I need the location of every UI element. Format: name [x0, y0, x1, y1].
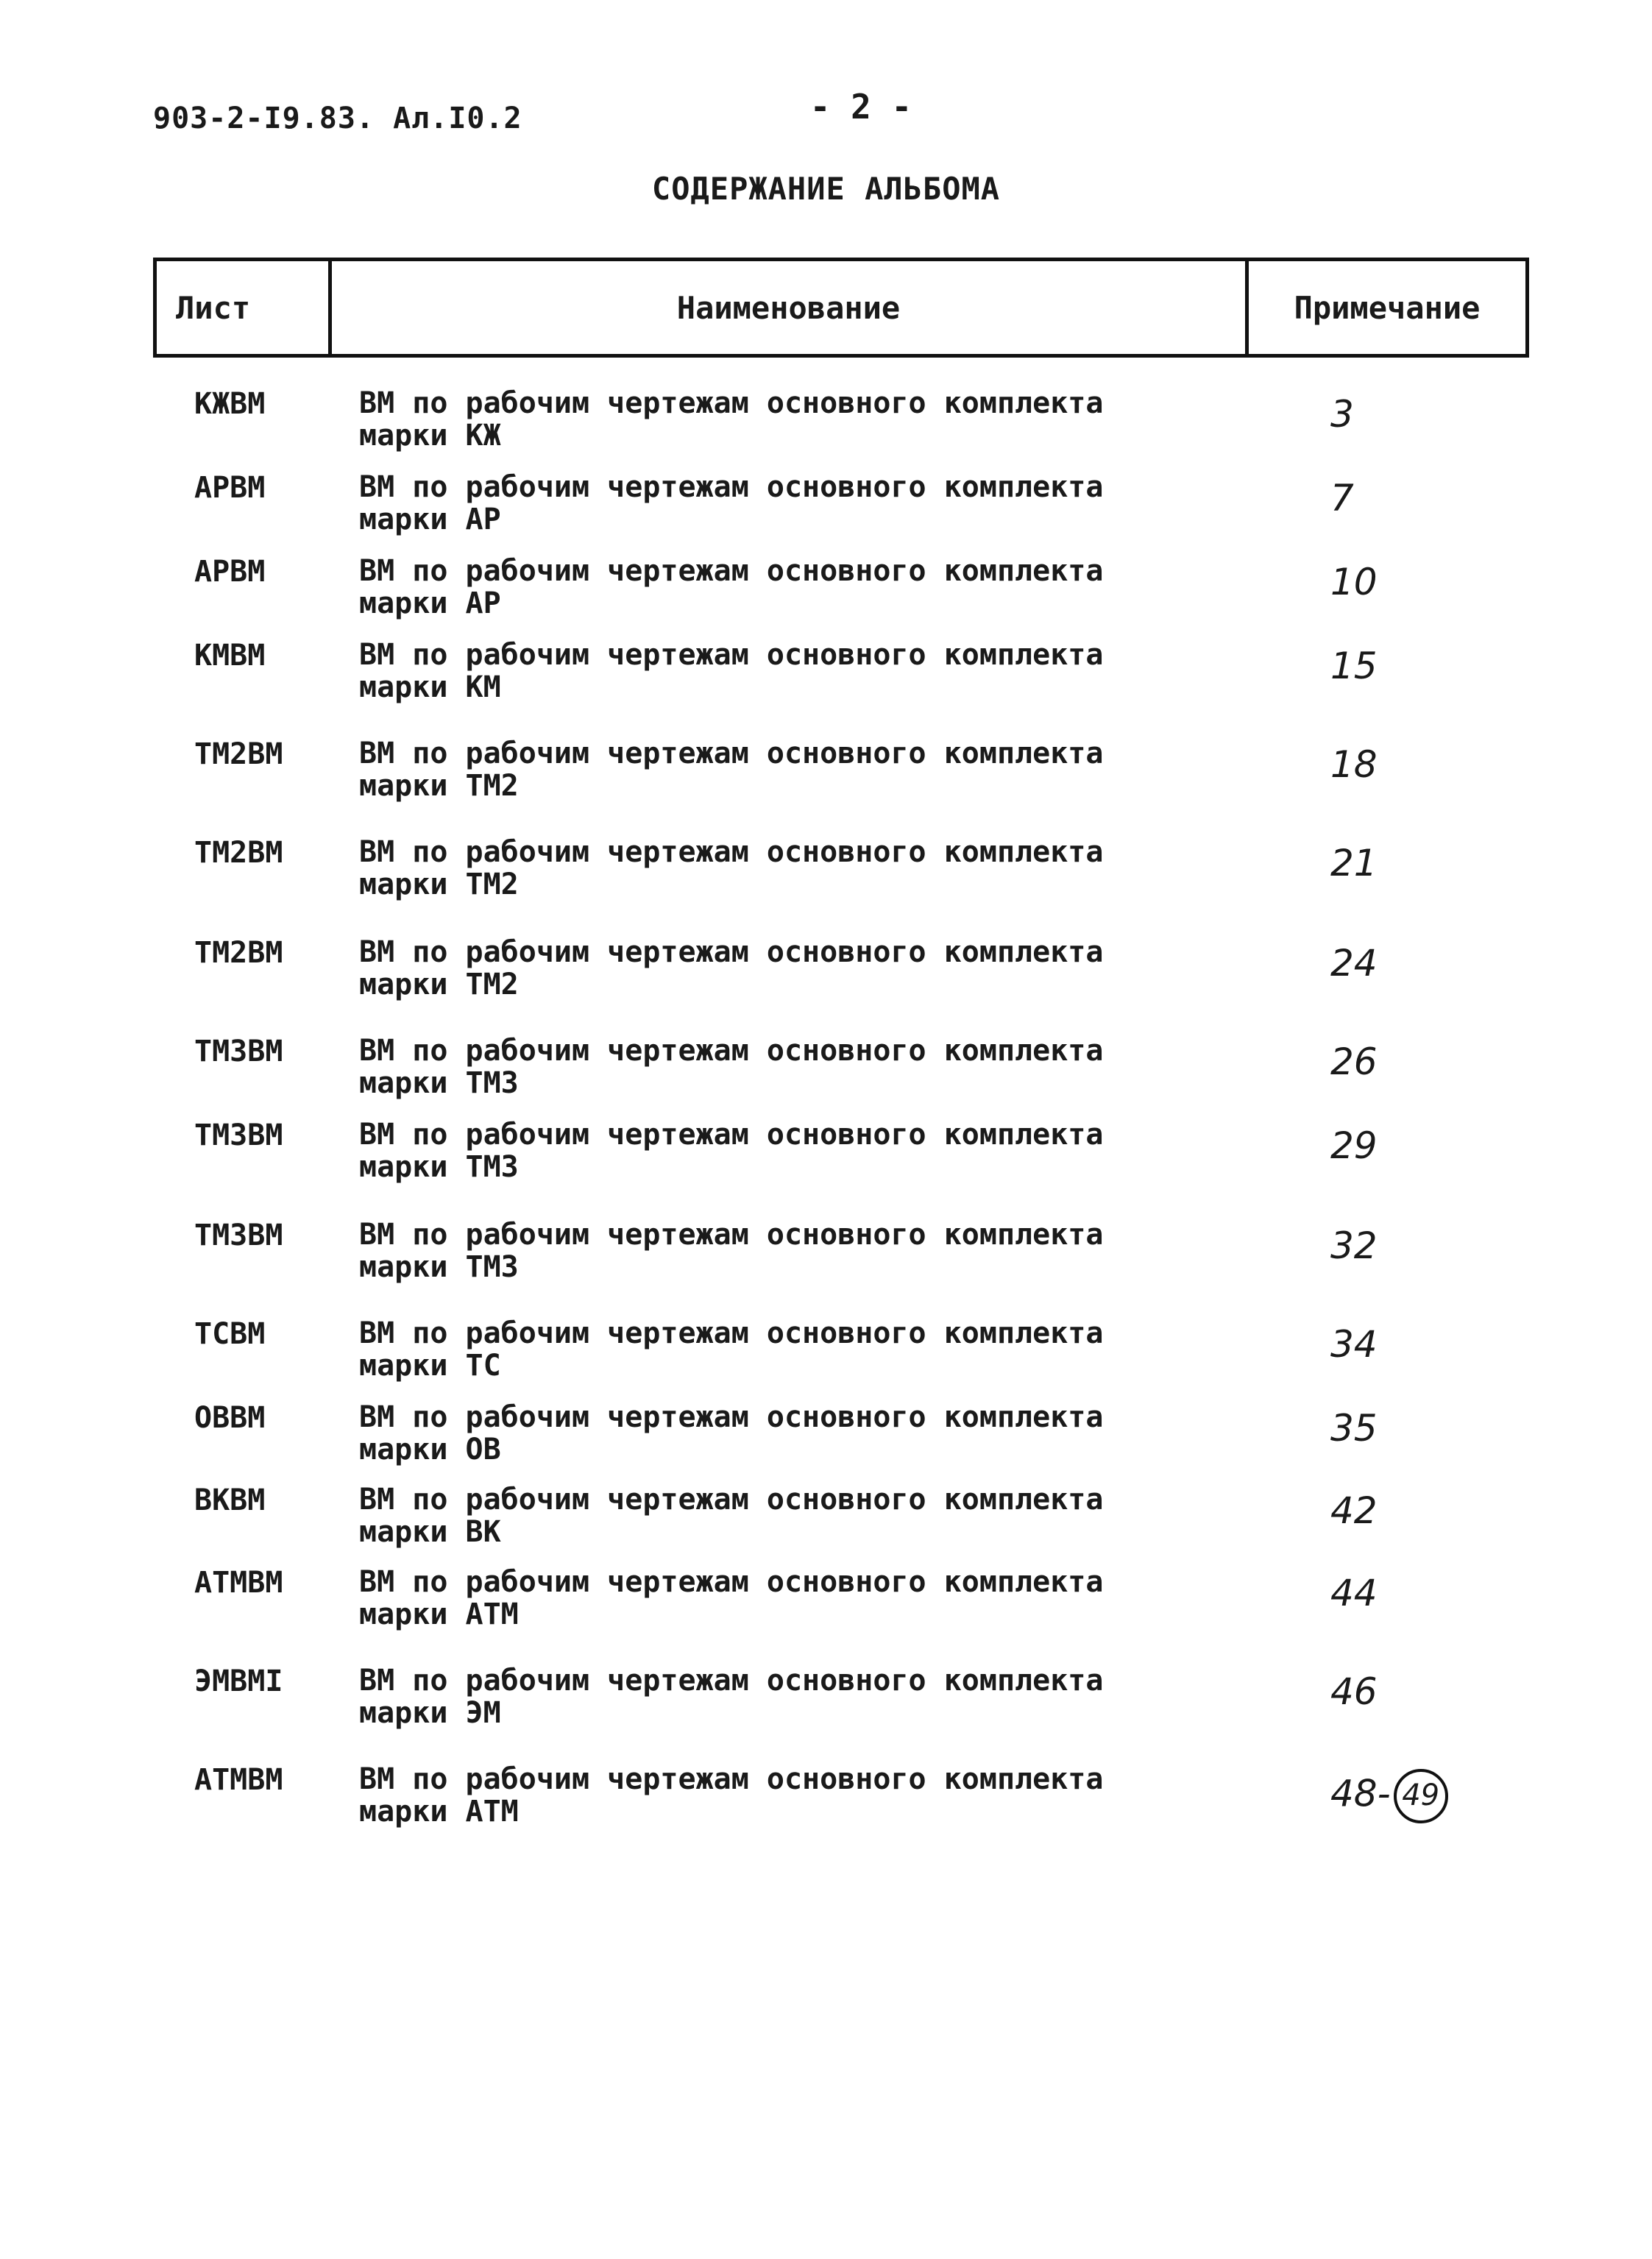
row-page-number: 24: [1330, 942, 1378, 985]
row-description-line: ВМ по рабочим чертежам основного комплекта: [359, 1316, 1104, 1350]
circled-page-number: 49: [1394, 1769, 1448, 1823]
table-row: [153, 1401, 1529, 1482]
table-row: [153, 1664, 1529, 1745]
row-description: [359, 555, 1242, 620]
row-description-line: марки АТМ: [359, 1597, 519, 1631]
page-range-start: 48-: [1330, 1772, 1391, 1815]
row-description-line: марки АР: [359, 586, 501, 620]
row-description-line: ВМ по рабочим чертежам основного комплекта: [359, 1762, 1104, 1796]
row-sheet-code: ТМ2ВМ: [194, 836, 283, 870]
table-row: [153, 1219, 1529, 1299]
table-row: [153, 936, 1529, 1017]
row-sheet-code: ЭМВМI: [194, 1664, 283, 1698]
row-description-line: ВМ по рабочим чертежам основного комплекта: [359, 470, 1104, 504]
row-description-line: марки КМ: [359, 670, 501, 704]
row-sheet-code: КЖВМ: [194, 387, 266, 421]
row-description: [359, 936, 1242, 1001]
document-code: 903-2-I9.83. Ал.I0.2: [153, 102, 522, 135]
row-page-number: 34: [1330, 1323, 1378, 1366]
row-page-number: 10: [1330, 561, 1378, 603]
table-row: [153, 471, 1529, 552]
row-description-line: марки ВК: [359, 1515, 501, 1549]
column-header-name: Наименование: [332, 261, 1249, 354]
column-header-sheet: Лист: [157, 261, 332, 354]
row-sheet-code: ТМЗВМ: [194, 1219, 283, 1252]
table-row: [153, 1317, 1529, 1398]
row-description-line: марки ТМ2: [359, 968, 519, 1001]
row-description-line: марки АР: [359, 503, 501, 536]
row-description-line: ВМ по рабочим чертежам основного комплекта: [359, 1400, 1104, 1434]
table-header: [153, 258, 1529, 358]
row-page-number: 15: [1330, 645, 1378, 687]
row-page-number: 46: [1330, 1670, 1378, 1713]
row-description: [359, 387, 1242, 452]
table-row: [153, 555, 1529, 636]
row-description-line: марки ТМ2: [359, 868, 519, 901]
row-description: [359, 1118, 1242, 1183]
row-page-number: 32: [1330, 1224, 1378, 1267]
row-page-number: 29: [1330, 1124, 1378, 1167]
row-page-number: 44: [1330, 1572, 1378, 1614]
row-sheet-code: ТМЗВМ: [194, 1035, 283, 1068]
row-description-line: ВМ по рабочим чертежам основного комплекта: [359, 1118, 1104, 1152]
row-description: [359, 471, 1242, 536]
row-page-number: 18: [1330, 743, 1378, 786]
table-row: [153, 1566, 1529, 1647]
table-row: [153, 387, 1529, 468]
row-description-line: ВМ по рабочим чертежам основного комплекта: [359, 935, 1104, 969]
row-description-line: марки ТМ2: [359, 769, 519, 803]
row-description-line: ВМ по рабочим чертежам основного комплекта: [359, 638, 1104, 672]
row-description: [359, 1763, 1242, 1828]
row-page-number: 3: [1330, 393, 1354, 436]
row-description-line: ВМ по рабочим чертежам основного комплекта: [359, 554, 1104, 588]
row-sheet-code: ТМ2ВМ: [194, 737, 283, 771]
row-page-number: 42: [1330, 1489, 1378, 1532]
table-row: [153, 1118, 1529, 1199]
row-sheet-code: АТМВМ: [194, 1566, 283, 1600]
row-page-number: [1330, 1769, 1448, 1823]
row-description-line: марки ТС: [359, 1349, 501, 1383]
row-description-line: ВМ по рабочим чертежам основного комплекта: [359, 1218, 1104, 1252]
row-sheet-code: ТМ2ВМ: [194, 936, 283, 970]
row-description: [359, 1219, 1242, 1283]
row-description-line: ВМ по рабочим чертежам основного комплекта: [359, 386, 1104, 420]
row-description-line: марки АТМ: [359, 1795, 519, 1829]
row-description: [359, 639, 1242, 703]
table-row: [153, 1483, 1529, 1564]
row-description-line: марки ТМЗ: [359, 1150, 519, 1184]
row-sheet-code: АРВМ: [194, 471, 266, 505]
row-description: [359, 1401, 1242, 1466]
column-header-note: Примечание: [1294, 289, 1481, 326]
row-description-line: ВМ по рабочим чертежам основного комплекта: [359, 1483, 1104, 1517]
row-sheet-code: ОВВМ: [194, 1401, 266, 1435]
row-description: [359, 1566, 1242, 1631]
row-description: [359, 836, 1242, 901]
table-row: [153, 836, 1529, 917]
row-description: [359, 1317, 1242, 1382]
row-sheet-code: АТМВМ: [194, 1763, 283, 1797]
row-description-line: ВМ по рабочим чертежам основного комплекта: [359, 1565, 1104, 1599]
row-description-line: марки КЖ: [359, 419, 501, 453]
row-description-line: марки ТМЗ: [359, 1066, 519, 1100]
table-row: [153, 639, 1529, 720]
row-description-line: марки ТМЗ: [359, 1250, 519, 1284]
row-description: [359, 1035, 1242, 1099]
row-description: [359, 1664, 1242, 1729]
row-page-number: 7: [1330, 477, 1354, 519]
row-description-line: марки ОВ: [359, 1433, 501, 1467]
row-sheet-code: ВКВМ: [194, 1483, 266, 1517]
row-description: [359, 1483, 1242, 1548]
row-description-line: ВМ по рабочим чертежам основного комплекта: [359, 1664, 1104, 1698]
row-description: [359, 737, 1242, 802]
row-sheet-code: АРВМ: [194, 555, 266, 589]
table-row: [153, 1763, 1529, 1844]
row-description-line: марки ЭМ: [359, 1696, 501, 1730]
row-sheet-code: ТМЗВМ: [194, 1118, 283, 1152]
row-description-line: ВМ по рабочим чертежам основного комплекта: [359, 1034, 1104, 1068]
row-page-number: 26: [1330, 1040, 1378, 1083]
table-row: [153, 1035, 1529, 1116]
page-number: - 2 -: [809, 87, 912, 127]
album-contents-title: СОДЕРЖАНИЕ АЛЬБОМА: [651, 171, 1001, 207]
row-description-line: ВМ по рабочим чертежам основного комплекта: [359, 737, 1104, 770]
row-description-line: ВМ по рабочим чертежам основного комплекта: [359, 835, 1104, 869]
row-sheet-code: ТСВМ: [194, 1317, 266, 1351]
row-sheet-code: КМВМ: [194, 639, 266, 673]
row-page-number: 21: [1330, 842, 1378, 884]
row-page-number: 35: [1330, 1407, 1378, 1450]
table-row: [153, 737, 1529, 818]
